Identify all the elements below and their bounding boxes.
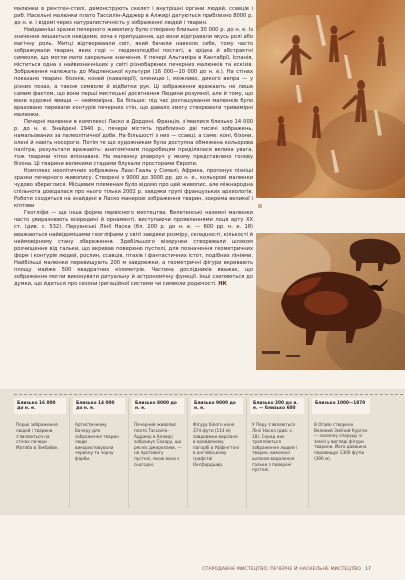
timeline-entry-date: Близько 14 000 до н. е. bbox=[73, 398, 125, 414]
paragraph-5 bbox=[14, 210, 253, 288]
timeline-divider bbox=[128, 398, 129, 508]
timeline-entry-date: Близько 1000—1870 bbox=[312, 398, 370, 414]
timeline-entry-text: Печерний живопис плато Тассилін-Адджер в Алжирі зображує Сахару, що рясніє джерелами, — на противагу пустелі, якою вона є сьогодні. bbox=[134, 422, 182, 467]
timeline-entry-text: Перші зображення людей і тварини з'являються на стінах печери Матобо в Зімбабве. bbox=[16, 422, 59, 450]
timeline-entry-4 bbox=[191, 398, 243, 467]
running-title: СТАРОДАВНЄ МИСТЕЦТВО, ПЕЧЕРНЕ Й НАСКЕЛЬНЕ МИСТЕЦТВО bbox=[202, 567, 361, 572]
timeline-entry-date: Близько 9000 до н. е. bbox=[191, 398, 243, 414]
paragraph-1: малюнки в рентген-стилі, демонструють скелет і внутрішні органи людей, ссавців і риб. Насельні малюнки плато Тассилін-Адджер в Алжирі датуються приблизно 8000 р. до н. е. і відомі через натуралистичність у зображенні людей і тварин. bbox=[14, 6, 253, 27]
timeline-entry-text: У Перу з'являються Лінії Наска (див. с. 18). Серед них трапляються зображення людей і тварин, виконані шляхом видалення гальки з поверхні пустелі. bbox=[252, 422, 298, 473]
paragraph-4: Комплекс неолітичних зображень Лаас-Гааль у Сомалі, Африка, пропонує пізніші зразки печерного живопису. Створені з 9000 до 3000 рр. до н. е., кольорові малюнки чудово збереглися. Місцевим племенам було відомо про цей живопис, але міжнародна спільнота довідалася про нього тільки 2002 р. завдяки групі французьких археологів. Роботи сходяться на знайдені в Ласко манерою зображення тварин, зокрема великої і кіптяви bbox=[14, 168, 253, 210]
timeline-entry-6 bbox=[312, 398, 370, 461]
bison-painting-photo bbox=[256, 233, 405, 370]
timeline-entry-text: Фігуру білого коня 374 фути (114 м) завдовжки вирізано в крейдяному пагорбі в Уффінгтоні в англійському графстві Оксфордшир. bbox=[193, 422, 240, 467]
page-number: 17 bbox=[364, 567, 371, 572]
article-body bbox=[14, 6, 253, 288]
timeline-entry-date: Близько 8000 до н. е. bbox=[132, 398, 184, 414]
timeline-entry-date: Близько 200 до н. е. — близько 600 bbox=[250, 398, 304, 414]
timeline-divider bbox=[187, 398, 188, 508]
timeline-entry-1 bbox=[14, 398, 66, 450]
cave-painting-figures-photo bbox=[256, 0, 405, 198]
paragraph-2: Найдавніші зразки печерного живопису було створено близько 30 000 р. до н. е. Із значення лишається невідоми, хоча є припущення, що вони відігравали якусь ролі або магічну роль. Митці відтворювали світ, який бачили навколо себе, тому часто зображували тварин, яких годі — людиноподібні постаті, а зрідка й абстрактні символи, що могли мати сакральне значення. У печері Альтаміра в Кантабрії, Іспанія, міститься одна з найвизначніших у світі різнобарвних печерних малюнків та ескізів. Зображення належать до Мадленської культури (16 000—10 000 до н. е.). На стінах показано тварин: бізонів, коней (кавалерії), оленицю і, можливо, дикого вепра — у різних позах, а також символи й відбитки рук. Ці зображення вражають не лише самим фактом, що вони перші мистецькі досягнення Людини розумної, але й тому, що вони художні явища — неймовірна. Ба більше: під час розташування малюнків було враховано перевали контурів печерних стін, що давало змогу створювати тривимірні малюнки. bbox=[14, 27, 253, 118]
page-footer bbox=[202, 567, 371, 572]
timeline-entry-text: Артистичному Бачеру для зображення тварин люди використовували червону та чорну фарби. bbox=[75, 422, 119, 461]
timeline-divider bbox=[308, 398, 309, 508]
timeline-entry-2 bbox=[73, 398, 125, 462]
timeline-rule bbox=[14, 394, 403, 395]
photo-caption-area bbox=[258, 202, 404, 232]
timeline-entry-date: Близько 16 000 до н. е. bbox=[14, 398, 66, 414]
caption-marker-icon bbox=[258, 204, 262, 208]
timeline-divider bbox=[246, 398, 247, 508]
author-initials: НК bbox=[218, 280, 227, 287]
paragraph-5-text: Геогліфи — ще інша форма первісного мистецтва. Велетенські наземні малюнки часто увиразнюють всередині й орнаменті, виступаючи проявленнями лоця арту ХХ ст. (див. с. 532). Перуанські Лінії Наска (бл. 200 р. до н. е. — 600 рр. н. е. 18) вважаються найвідомішими геогліфами у світі завдяки розміру, складності, кількості й неймовірному стану збереження. Здебільшого візерунки створювали шляхом розчищення від гальки, що вкривав поверхню пустелі, для позначення геометричних форм і контурів людей, рослин, ссавців, птахів і фантастичних істот, подібних лініями. Найбільші малюнки перевищують 200 м завдовжки, а геометричні фігури вкривають площу майже 500 квадратних кілометрів. Частина дослідників вважає, що зображення могли виконувати ритуальну й астрономічну функції. Інші схиляються до думки, що йдеться про сезони іригаційної системи чи символи родючості. bbox=[14, 210, 253, 287]
timeline-entry-text: В Огайо створено Великий Зміїний Курган — насипну споруду зі землі у вигляді фігури тварини. Його довжина перевищує 1300 футів (396 м). bbox=[314, 422, 368, 461]
cave-painting-figures-illustration bbox=[256, 0, 405, 198]
timeline-divider bbox=[69, 398, 70, 508]
paragraph-3: Печерні малюнки в комплексі Ласко в Дордоні, Франція, з'явилися близько 14 000 р. до н. е. Знайдені 1940 р., печери містять приблизно дві тисячі зображень, намальованих за палеолітичної доби. На більшості з них — ссавці, а саме: коні, бізони, олені й навіть носороги. Потім те що художникам була доступна обмежена кольорова палітра, результати вражають: анатомічним подробицям приділялася велика увага, тож тварини чітко впізнавані. На малюнку praвpоуч у якому представлено голову бізона. Ці тварини великими стадами блукали просторами Європи. bbox=[14, 118, 253, 168]
timeline-entry-5 bbox=[250, 398, 304, 473]
bison-painting-illustration bbox=[256, 233, 405, 370]
timeline-entry-3 bbox=[132, 398, 184, 467]
